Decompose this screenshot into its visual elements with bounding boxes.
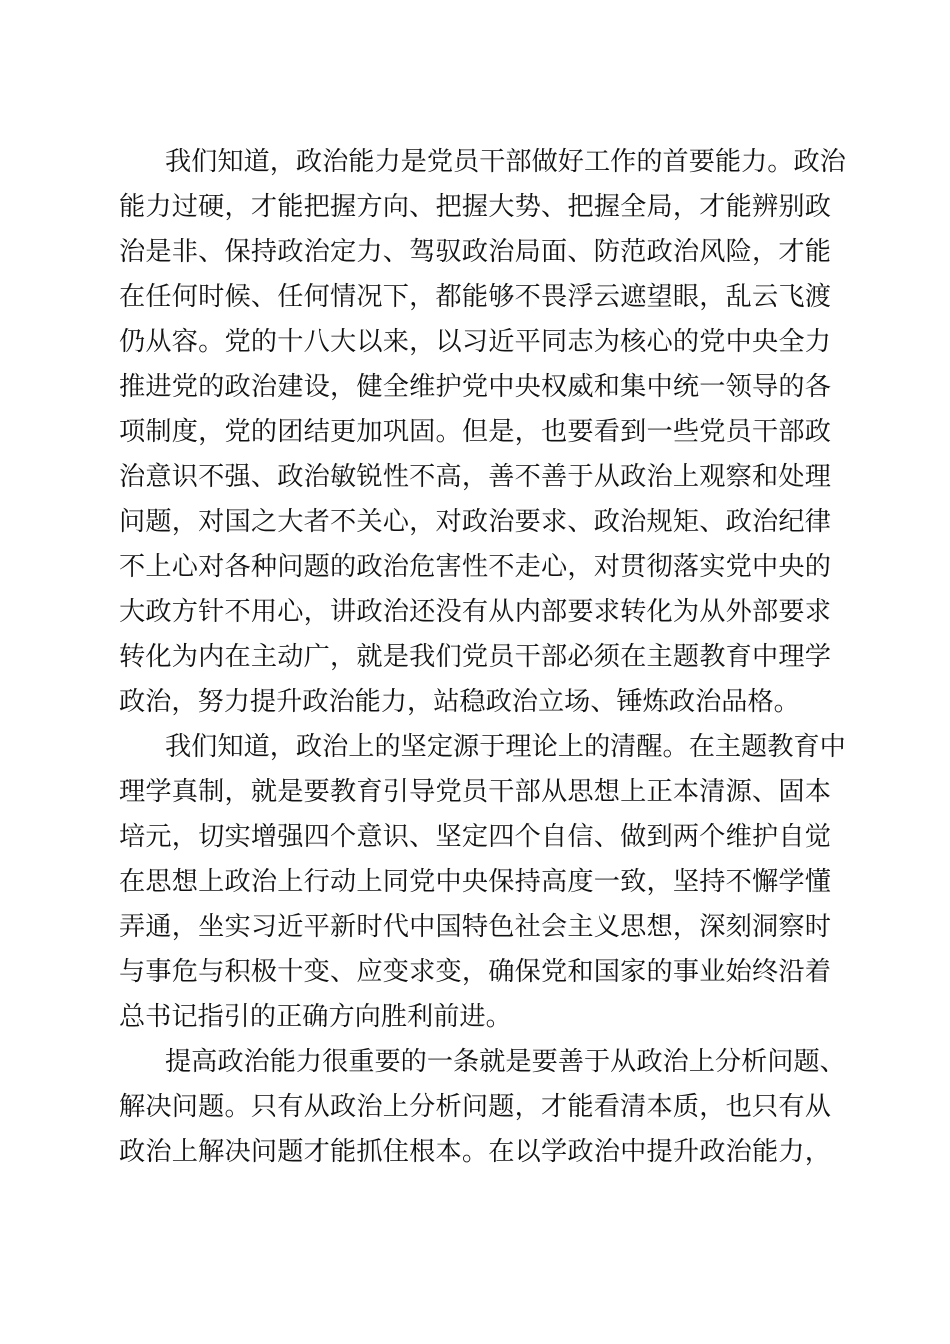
text-line: 不上心对各种问题的政治危害性不走心，对贯彻落实党中央的 — [119, 552, 831, 582]
text-line: 政治，努力提升政治能力，站稳政治立场、锤炼政治品格。 — [119, 687, 800, 717]
text-line: 治是非、保持政治定力、驾驭政治局面、防范政治风险，才能 — [119, 237, 831, 267]
text-line: 大政方针不用心，讲政治还没有从内部要求转化为从外部要求 — [119, 597, 831, 627]
text-line: 能力过硬，才能把握方向、把握大势、把握全局，才能辨别政 — [119, 192, 831, 222]
text-line: 转化为内在主动广，就是我们党员干部必须在主题教育中理学 — [119, 642, 831, 672]
text-line: 解决问题。只有从政治上分析问题，才能看清本质，也只有从 — [119, 1092, 831, 1122]
text-line: 仍从容。党的十八大以来，以习近平同志为核心的党中央全力 — [119, 327, 831, 357]
text-line: 提高政治能力很重要的一条就是要善于从政治上分析问题、 — [165, 1047, 846, 1077]
text-line: 在任何时候、任何情况下，都能够不畏浮云遮望眼，乱云飞渡 — [119, 282, 831, 312]
text-line: 我们知道，政治上的坚定源于理论上的清醒。在主题教育中 — [165, 732, 846, 762]
text-line: 治意识不强、政治敏锐性不高，善不善于从政治上观察和处理 — [119, 462, 831, 492]
text-line: 培元，切实增强四个意识、坚定四个自信、做到两个维护自觉 — [119, 822, 831, 852]
text-line: 推进党的政治建设，健全维护党中央权威和集中统一领导的各 — [119, 372, 831, 402]
text-line: 我们知道，政治能力是党员干部做好工作的首要能力。政治 — [165, 147, 846, 177]
text-line: 项制度，党的团结更加巩固。但是，也要看到一些党员干部政 — [119, 417, 831, 447]
text-line: 与事危与积极十变、应变求变，确保党和国家的事业始终沿着 — [119, 957, 831, 987]
text-line: 总书记指引的正确方向胜利前进。 — [119, 1002, 512, 1032]
text-line: 在思想上政治上行动上同党中央保持高度一致，坚持不懈学懂 — [119, 867, 831, 897]
text-line: 问题，对国之大者不关心，对政治要求、政治规矩、政治纪律 — [119, 507, 831, 537]
text-line: 弄通，坐实习近平新时代中国特色社会主义思想，深刻洞察时 — [119, 912, 831, 942]
text-line: 政治上解决问题才能抓住根本。在以学政治中提升政治能力， — [119, 1137, 831, 1167]
text-line: 理学真制，就是要教育引导党员干部从思想上正本清源、固本 — [119, 777, 831, 807]
